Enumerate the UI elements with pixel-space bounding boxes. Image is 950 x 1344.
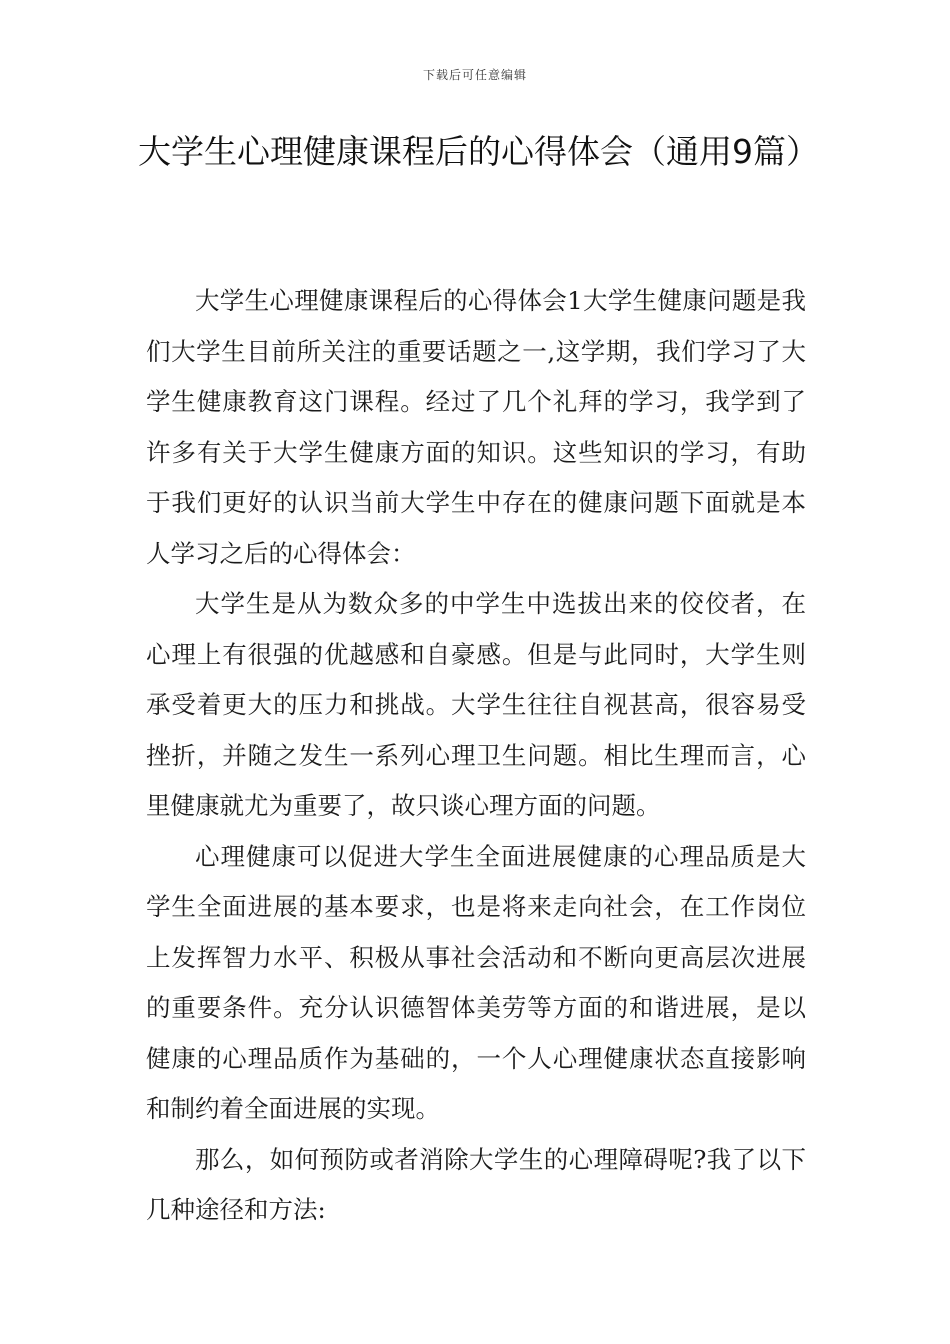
paragraph-1: 大学生心理健康课程后的心得体会1大学生健康问题是我们大学生目前所关注的重要话题之一,这学期，我们学习了大学生健康教育这门课程。经过了几个礼拜的学习，我学到了许多有关于大学生健康方面的知识。这些知识的学习，有助于我们更好的认识当前大学生中存在的健康问题下面就是本人学习之后的心得体会：	[146, 286, 806, 568]
paragraph-4: 那么，如何预防或者消除大学生的心理障碍呢?我了以下几种途径和方法:	[146, 1144, 806, 1224]
header-note: 下载后可任意编辑	[422, 68, 527, 82]
paragraph-2: 大学生是从为数众多的中学生中选拔出来的佼佼者，在心理上有很强的优越感和自豪感。但是与此同时，大学生则承受着更大的压力和挑战。大学生往往自视甚高，很容易受挫折，并随之发生一系列心理卫生问题。相比生理而言，心里健康就尤为重要了，故只谈心理方面的问题。	[146, 589, 806, 820]
paragraph-3: 心理健康可以促进大学生全面进展健康的心理品质是大学生全面进展的基本要求，也是将来走向社会，在工作岗位上发挥智力水平、积极从事社会活动和不断向更高层次进展的重要条件。充分认识德智体美劳等方面的和谐进展，是以健康的心理品质作为基础的，一个人心理健康状态直接影响和制约着全面进展的实现。	[146, 841, 806, 1123]
document-title: 大学生心理健康课程后的心得体会（通用9篇）	[138, 132, 819, 171]
document-body	[146, 276, 806, 1236]
